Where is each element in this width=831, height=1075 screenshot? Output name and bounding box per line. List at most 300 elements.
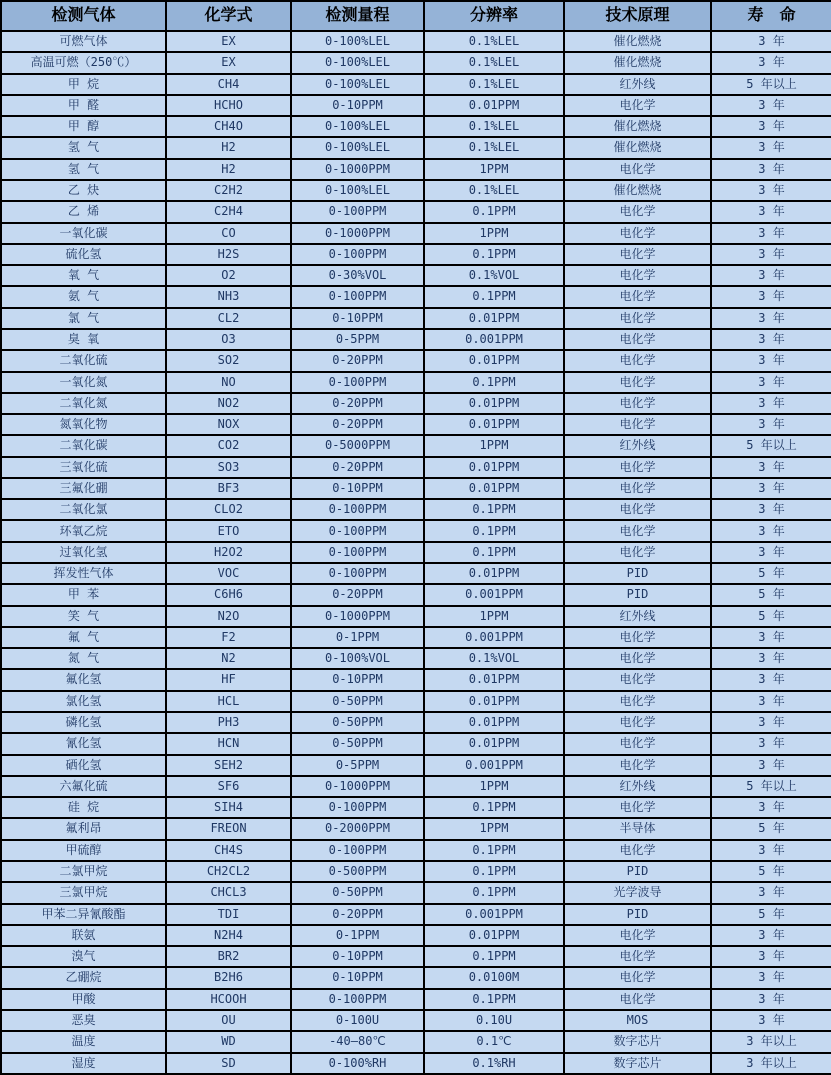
formula-cell: SF6	[166, 776, 291, 797]
range-cell: 0-50PPM	[291, 882, 424, 903]
range-cell: 0-50PPM	[291, 691, 424, 712]
lifespan-cell: 3 年	[711, 137, 831, 158]
range-cell: 0-100%LEL	[291, 180, 424, 201]
formula-cell: HCL	[166, 691, 291, 712]
table-row	[1, 797, 831, 818]
range-cell: 0-50PPM	[291, 733, 424, 754]
gas-name-cell: 六氟化硫	[1, 776, 166, 797]
lifespan-cell: 3 年	[711, 265, 831, 286]
lifespan-cell: 5 年	[711, 818, 831, 839]
table-row	[1, 882, 831, 903]
range-cell: 0-100PPM	[291, 520, 424, 541]
principle-cell: 电化学	[564, 840, 711, 861]
formula-cell: O2	[166, 265, 291, 286]
resolution-cell: 0.10U	[424, 1010, 564, 1031]
lifespan-cell: 5 年	[711, 606, 831, 627]
lifespan-cell: 3 年	[711, 159, 831, 180]
gas-name-cell: 氮 气	[1, 648, 166, 669]
principle-cell: 红外线	[564, 74, 711, 95]
gas-name-cell: 一氧化碳	[1, 223, 166, 244]
gas-name-cell: 甲 醛	[1, 95, 166, 116]
resolution-cell: 0.1PPM	[424, 286, 564, 307]
resolution-cell: 0.001PPM	[424, 755, 564, 776]
lifespan-cell: 3 年	[711, 350, 831, 371]
lifespan-cell: 3 年	[711, 457, 831, 478]
resolution-cell: 0.1%LEL	[424, 116, 564, 137]
table-row	[1, 350, 831, 371]
table-row	[1, 286, 831, 307]
range-cell: 0-1000PPM	[291, 223, 424, 244]
formula-cell: CO2	[166, 435, 291, 456]
table-row	[1, 989, 831, 1010]
range-cell: 0-100%LEL	[291, 74, 424, 95]
resolution-cell: 0.01PPM	[424, 691, 564, 712]
resolution-cell: 0.1℃	[424, 1031, 564, 1052]
range-cell: 0-100%LEL	[291, 31, 424, 52]
gas-name-cell: 磷化氢	[1, 712, 166, 733]
principle-cell: 电化学	[564, 201, 711, 222]
formula-cell: NH3	[166, 286, 291, 307]
resolution-cell: 0.1PPM	[424, 372, 564, 393]
lifespan-cell: 3 年	[711, 755, 831, 776]
lifespan-cell: 3 年	[711, 414, 831, 435]
resolution-cell: 1PPM	[424, 223, 564, 244]
principle-cell: 电化学	[564, 372, 711, 393]
resolution-cell: 0.1PPM	[424, 542, 564, 563]
resolution-cell: 0.001PPM	[424, 584, 564, 605]
principle-cell: 电化学	[564, 457, 711, 478]
range-cell: 0-1000PPM	[291, 606, 424, 627]
gas-name-cell: 甲苯二异氰酸酯	[1, 904, 166, 925]
gas-name-cell: 氮氧化物	[1, 414, 166, 435]
gas-name-cell: 一氧化氮	[1, 372, 166, 393]
formula-cell: F2	[166, 627, 291, 648]
resolution-cell: 0.1PPM	[424, 840, 564, 861]
range-cell: 0-20PPM	[291, 904, 424, 925]
principle-cell: 电化学	[564, 712, 711, 733]
principle-cell: 电化学	[564, 393, 711, 414]
table-row	[1, 74, 831, 95]
lifespan-cell: 3 年	[711, 542, 831, 563]
table-row	[1, 308, 831, 329]
range-cell: 0-1PPM	[291, 627, 424, 648]
gas-name-cell: 甲 醇	[1, 116, 166, 137]
lifespan-cell: 3 年	[711, 669, 831, 690]
gas-name-cell: 硫化氢	[1, 244, 166, 265]
column-header-resolution: 分辨率	[424, 1, 564, 31]
principle-cell: 催化燃烧	[564, 52, 711, 73]
principle-cell: 数字芯片	[564, 1053, 711, 1075]
principle-cell: 电化学	[564, 946, 711, 967]
lifespan-cell: 5 年	[711, 861, 831, 882]
formula-cell: FREON	[166, 818, 291, 839]
gas-name-cell: 环氧乙烷	[1, 520, 166, 541]
table-row	[1, 244, 831, 265]
table-row	[1, 372, 831, 393]
formula-cell: HCOOH	[166, 989, 291, 1010]
principle-cell: 电化学	[564, 627, 711, 648]
range-cell: 0-20PPM	[291, 393, 424, 414]
table-row	[1, 478, 831, 499]
formula-cell: B2H6	[166, 967, 291, 988]
formula-cell: CL2	[166, 308, 291, 329]
principle-cell: 半导体	[564, 818, 711, 839]
table-row	[1, 31, 831, 52]
formula-cell: WD	[166, 1031, 291, 1052]
resolution-cell: 0.01PPM	[424, 350, 564, 371]
lifespan-cell: 3 年	[711, 499, 831, 520]
formula-cell: NOX	[166, 414, 291, 435]
resolution-cell: 0.1PPM	[424, 520, 564, 541]
lifespan-cell: 3 年	[711, 329, 831, 350]
range-cell: 0-100PPM	[291, 244, 424, 265]
formula-cell: CH4S	[166, 840, 291, 861]
principle-cell: 光学波导	[564, 882, 711, 903]
lifespan-cell: 3 年	[711, 95, 831, 116]
resolution-cell: 0.01PPM	[424, 712, 564, 733]
gas-name-cell: 氨 气	[1, 286, 166, 307]
resolution-cell: 0.1PPM	[424, 499, 564, 520]
column-header-lifespan: 寿 命	[711, 1, 831, 31]
formula-cell: N2O	[166, 606, 291, 627]
table-row	[1, 329, 831, 350]
range-cell: -40—80℃	[291, 1031, 424, 1052]
resolution-cell: 0.1%LEL	[424, 52, 564, 73]
range-cell: 0-10PPM	[291, 478, 424, 499]
resolution-cell: 1PPM	[424, 776, 564, 797]
table-row	[1, 1053, 831, 1075]
lifespan-cell: 3 年	[711, 882, 831, 903]
principle-cell: 电化学	[564, 499, 711, 520]
gas-name-cell: 二氧化硫	[1, 350, 166, 371]
lifespan-cell: 3 年	[711, 286, 831, 307]
table-row	[1, 712, 831, 733]
gas-name-cell: 乙硼烷	[1, 967, 166, 988]
lifespan-cell: 5 年以上	[711, 776, 831, 797]
lifespan-cell: 3 年	[711, 691, 831, 712]
header-row	[1, 1, 831, 31]
resolution-cell: 0.01PPM	[424, 393, 564, 414]
formula-cell: NO	[166, 372, 291, 393]
principle-cell: 电化学	[564, 733, 711, 754]
table-row	[1, 180, 831, 201]
range-cell: 0-10PPM	[291, 308, 424, 329]
resolution-cell: 0.001PPM	[424, 329, 564, 350]
principle-cell: 电化学	[564, 414, 711, 435]
lifespan-cell: 3 年	[711, 946, 831, 967]
principle-cell: 红外线	[564, 435, 711, 456]
range-cell: 0-20PPM	[291, 414, 424, 435]
range-cell: 0-50PPM	[291, 712, 424, 733]
table-row	[1, 648, 831, 669]
resolution-cell: 0.1%VOL	[424, 648, 564, 669]
formula-cell: SO3	[166, 457, 291, 478]
principle-cell: 电化学	[564, 350, 711, 371]
range-cell: 0-100PPM	[291, 797, 424, 818]
principle-cell: 电化学	[564, 691, 711, 712]
lifespan-cell: 3 年以上	[711, 1031, 831, 1052]
resolution-cell: 0.1PPM	[424, 989, 564, 1010]
gas-name-cell: 氧 气	[1, 265, 166, 286]
formula-cell: H2S	[166, 244, 291, 265]
principle-cell: 电化学	[564, 308, 711, 329]
table-row	[1, 606, 831, 627]
table-row	[1, 435, 831, 456]
resolution-cell: 0.1PPM	[424, 882, 564, 903]
table-row	[1, 755, 831, 776]
formula-cell: EX	[166, 31, 291, 52]
resolution-cell: 0.1%LEL	[424, 74, 564, 95]
formula-cell: C2H2	[166, 180, 291, 201]
gas-name-cell: 高温可燃（250℃）	[1, 52, 166, 73]
principle-cell: 电化学	[564, 329, 711, 350]
principle-cell: 红外线	[564, 776, 711, 797]
table-row	[1, 818, 831, 839]
range-cell: 0-100PPM	[291, 542, 424, 563]
table-row	[1, 669, 831, 690]
principle-cell: 电化学	[564, 265, 711, 286]
range-cell: 0-100%LEL	[291, 137, 424, 158]
principle-cell: 电化学	[564, 520, 711, 541]
formula-cell: N2H4	[166, 925, 291, 946]
range-cell: 0-100%RH	[291, 1053, 424, 1075]
formula-cell: H2	[166, 137, 291, 158]
range-cell: 0-100PPM	[291, 989, 424, 1010]
formula-cell: TDI	[166, 904, 291, 925]
table-row	[1, 691, 831, 712]
gas-name-cell: 氯化氢	[1, 691, 166, 712]
range-cell: 0-10PPM	[291, 95, 424, 116]
formula-cell: PH3	[166, 712, 291, 733]
range-cell: 0-100PPM	[291, 286, 424, 307]
lifespan-cell: 5 年以上	[711, 435, 831, 456]
gas-name-cell: 乙 炔	[1, 180, 166, 201]
resolution-cell: 0.0100M	[424, 967, 564, 988]
gas-name-cell: 三氟化硼	[1, 478, 166, 499]
gas-name-cell: 二氧化碳	[1, 435, 166, 456]
table-row	[1, 542, 831, 563]
gas-name-cell: 硒化氢	[1, 755, 166, 776]
range-cell: 0-2000PPM	[291, 818, 424, 839]
table-row	[1, 414, 831, 435]
range-cell: 0-500PPM	[291, 861, 424, 882]
table-row	[1, 563, 831, 584]
lifespan-cell: 3 年	[711, 52, 831, 73]
formula-cell: HF	[166, 669, 291, 690]
table-row	[1, 393, 831, 414]
formula-cell: SIH4	[166, 797, 291, 818]
principle-cell: PID	[564, 584, 711, 605]
resolution-cell: 0.1%LEL	[424, 31, 564, 52]
principle-cell: 电化学	[564, 244, 711, 265]
gas-name-cell: 过氧化氢	[1, 542, 166, 563]
formula-cell: CHCL3	[166, 882, 291, 903]
range-cell: 0-100PPM	[291, 372, 424, 393]
lifespan-cell: 3 年	[711, 116, 831, 137]
resolution-cell: 0.01PPM	[424, 925, 564, 946]
range-cell: 0-1000PPM	[291, 159, 424, 180]
gas-name-cell: 笑 气	[1, 606, 166, 627]
principle-cell: 电化学	[564, 223, 711, 244]
lifespan-cell: 3 年	[711, 308, 831, 329]
lifespan-cell: 3 年	[711, 393, 831, 414]
resolution-cell: 0.01PPM	[424, 478, 564, 499]
principle-cell: 电化学	[564, 755, 711, 776]
table-body	[1, 31, 831, 1074]
range-cell: 0-10PPM	[291, 946, 424, 967]
gas-name-cell: 二氧化氯	[1, 499, 166, 520]
range-cell: 0-100%LEL	[291, 116, 424, 137]
lifespan-cell: 3 年	[711, 797, 831, 818]
principle-cell: 电化学	[564, 159, 711, 180]
gas-name-cell: 挥发性气体	[1, 563, 166, 584]
gas-name-cell: 二氧化氮	[1, 393, 166, 414]
formula-cell: O3	[166, 329, 291, 350]
gas-name-cell: 氟 气	[1, 627, 166, 648]
formula-cell: CLO2	[166, 499, 291, 520]
table-row	[1, 733, 831, 754]
formula-cell: BR2	[166, 946, 291, 967]
table-row	[1, 967, 831, 988]
gas-name-cell: 氢 气	[1, 137, 166, 158]
formula-cell: C6H6	[166, 584, 291, 605]
table-header	[1, 1, 831, 31]
formula-cell: SEH2	[166, 755, 291, 776]
resolution-cell: 0.1%RH	[424, 1053, 564, 1075]
gas-name-cell: 湿度	[1, 1053, 166, 1075]
lifespan-cell: 3 年	[711, 372, 831, 393]
lifespan-cell: 3 年	[711, 244, 831, 265]
gas-name-cell: 甲硫醇	[1, 840, 166, 861]
range-cell: 0-10PPM	[291, 669, 424, 690]
principle-cell: PID	[564, 563, 711, 584]
table-row	[1, 265, 831, 286]
gas-name-cell: 氟化氢	[1, 669, 166, 690]
table-row	[1, 861, 831, 882]
resolution-cell: 0.01PPM	[424, 669, 564, 690]
gas-name-cell: 温度	[1, 1031, 166, 1052]
table-row	[1, 904, 831, 925]
gas-name-cell: 可燃气体	[1, 31, 166, 52]
table-row	[1, 520, 831, 541]
table-row	[1, 840, 831, 861]
table-row	[1, 95, 831, 116]
table-row	[1, 223, 831, 244]
principle-cell: PID	[564, 861, 711, 882]
gas-name-cell: 硅 烷	[1, 797, 166, 818]
formula-cell: OU	[166, 1010, 291, 1031]
resolution-cell: 0.1PPM	[424, 201, 564, 222]
lifespan-cell: 3 年	[711, 925, 831, 946]
principle-cell: 电化学	[564, 797, 711, 818]
lifespan-cell: 5 年以上	[711, 74, 831, 95]
gas-name-cell: 氯 气	[1, 308, 166, 329]
table-row	[1, 925, 831, 946]
range-cell: 0-100PPM	[291, 499, 424, 520]
range-cell: 0-100PPM	[291, 840, 424, 861]
formula-cell: BF3	[166, 478, 291, 499]
table-row	[1, 776, 831, 797]
formula-cell: VOC	[166, 563, 291, 584]
principle-cell: 电化学	[564, 967, 711, 988]
resolution-cell: 0.01PPM	[424, 308, 564, 329]
resolution-cell: 1PPM	[424, 435, 564, 456]
table-row	[1, 52, 831, 73]
principle-cell: 红外线	[564, 606, 711, 627]
gas-name-cell: 甲酸	[1, 989, 166, 1010]
gas-name-cell: 联氨	[1, 925, 166, 946]
formula-cell: ETO	[166, 520, 291, 541]
range-cell: 0-5PPM	[291, 329, 424, 350]
range-cell: 0-1PPM	[291, 925, 424, 946]
range-cell: 0-20PPM	[291, 350, 424, 371]
formula-cell: SO2	[166, 350, 291, 371]
resolution-cell: 1PPM	[424, 606, 564, 627]
resolution-cell: 0.01PPM	[424, 733, 564, 754]
gas-name-cell: 甲 烷	[1, 74, 166, 95]
lifespan-cell: 3 年	[711, 733, 831, 754]
formula-cell: H2O2	[166, 542, 291, 563]
lifespan-cell: 3 年	[711, 478, 831, 499]
table-row	[1, 584, 831, 605]
formula-cell: SD	[166, 1053, 291, 1075]
principle-cell: 电化学	[564, 669, 711, 690]
table-row	[1, 1010, 831, 1031]
table-row	[1, 201, 831, 222]
formula-cell: EX	[166, 52, 291, 73]
table-row	[1, 159, 831, 180]
table-row	[1, 946, 831, 967]
formula-cell: CH2CL2	[166, 861, 291, 882]
resolution-cell: 0.01PPM	[424, 414, 564, 435]
formula-cell: N2	[166, 648, 291, 669]
lifespan-cell: 3 年	[711, 712, 831, 733]
resolution-cell: 1PPM	[424, 159, 564, 180]
formula-cell: NO2	[166, 393, 291, 414]
principle-cell: 电化学	[564, 989, 711, 1010]
range-cell: 0-5PPM	[291, 755, 424, 776]
gas-name-cell: 氢 气	[1, 159, 166, 180]
resolution-cell: 0.1PPM	[424, 244, 564, 265]
gas-name-cell: 溴气	[1, 946, 166, 967]
lifespan-cell: 3 年	[711, 840, 831, 861]
principle-cell: 电化学	[564, 286, 711, 307]
principle-cell: 电化学	[564, 95, 711, 116]
lifespan-cell: 3 年	[711, 627, 831, 648]
gas-name-cell: 乙 烯	[1, 201, 166, 222]
resolution-cell: 0.1PPM	[424, 946, 564, 967]
gas-name-cell: 甲 苯	[1, 584, 166, 605]
gas-name-cell: 氰化氢	[1, 733, 166, 754]
lifespan-cell: 5 年	[711, 563, 831, 584]
lifespan-cell: 3 年	[711, 180, 831, 201]
column-header-formula: 化学式	[166, 1, 291, 31]
gas-name-cell: 三氧化硫	[1, 457, 166, 478]
principle-cell: 催化燃烧	[564, 137, 711, 158]
principle-cell: PID	[564, 904, 711, 925]
principle-cell: 电化学	[564, 925, 711, 946]
resolution-cell: 0.1PPM	[424, 861, 564, 882]
gas-name-cell: 三氯甲烷	[1, 882, 166, 903]
range-cell: 0-10PPM	[291, 967, 424, 988]
formula-cell: HCHO	[166, 95, 291, 116]
range-cell: 0-100%VOL	[291, 648, 424, 669]
resolution-cell: 0.1%VOL	[424, 265, 564, 286]
formula-cell: CH4	[166, 74, 291, 95]
column-header-range: 检测量程	[291, 1, 424, 31]
principle-cell: 电化学	[564, 542, 711, 563]
resolution-cell: 0.01PPM	[424, 95, 564, 116]
